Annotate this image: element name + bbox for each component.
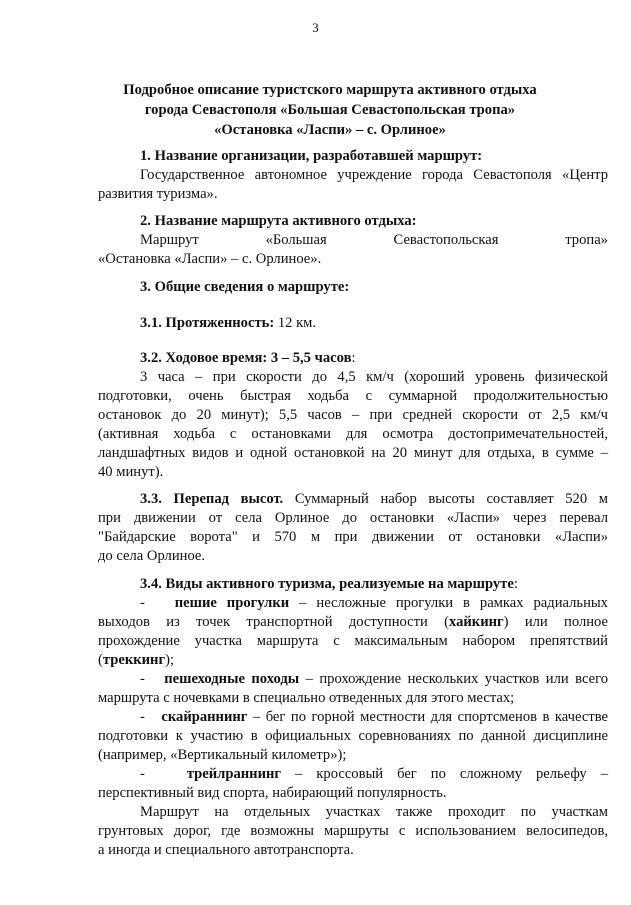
item-3-line-2: подготовки к участию в официальных соревнованиях по данной дисциплине (98, 728, 608, 744)
term-trailrunning: трейлраннинг (186, 766, 282, 782)
title-line-2: города Севастополя «Большая Севастопольская тропа» (144, 102, 516, 118)
section-3-heading: 3. Общие сведения о маршруте: (140, 279, 350, 295)
term-hiking: хайкинг (449, 614, 504, 630)
route-word-4: тропа» (565, 232, 608, 248)
section-2-heading: 2. Название маршрута активного отдыха: (140, 213, 417, 229)
item-1-line-4a: ( (98, 652, 103, 668)
section-3-4 (98, 575, 608, 860)
elevation-label: 3.3. Перепад высот. (140, 491, 284, 507)
section-3-2 (98, 349, 608, 482)
walking-line-3: остановок до 20 минут); 5,5 часов – при средней скорости от 2,5 км/ч (98, 407, 608, 423)
list-item-skyrunning (98, 708, 608, 727)
walking-line-4: (активная ходьба с остановками для осмотра достопримечательностей, (98, 426, 608, 442)
route-word-2: «Большая (265, 232, 327, 248)
item-1-line-3: прохождение участка маршрута с максимальным набором препятствий (98, 633, 608, 649)
walking-line-1: 3 часа – при скорости до 4,5 км/ч (хороший уровень физической (140, 369, 608, 385)
item-1-line-1: – несложные прогулки в рамках радиальных (289, 595, 608, 611)
walking-line-2: подготовки, очень быстрая ходьба с суммарной продолжительностью (98, 388, 608, 404)
page-number: 3 (312, 20, 319, 35)
list-dash: - (140, 671, 145, 687)
elevation-line-4: до села Орлиное. (98, 548, 206, 564)
item-2-line-1: – прохождение нескольких участков или всего (299, 671, 608, 687)
closing-line-1: Маршрут на отдельных участках также проходит по участкам (140, 804, 608, 820)
section-1-line-1: Государственное автономное учреждение города Севастополя «Центр (140, 167, 608, 183)
elevation-line-3: "Байдарские ворота" и 570 м при движении от остановки «Ласпи» (98, 529, 608, 545)
list-dash: - (140, 709, 145, 725)
list-item-hiking (98, 594, 608, 613)
walking-line-5: ландшафтных видов и одной остановкой на 20 минут для отдыха, в сумме – (98, 445, 608, 461)
item-1-line-2 (98, 613, 608, 632)
item-1-line-2c: ) или полное (503, 614, 608, 630)
list-item-trailrunning (98, 765, 608, 784)
item-1-line-2a: выходов из точек транспортной доступности ( (98, 614, 449, 630)
route-word-1: Маршрут (140, 232, 199, 248)
section-3-3 (98, 490, 608, 566)
item-4-line-2: перспективный вид спорта, набирающий популярность. (98, 785, 447, 801)
item-3-line-1: – бег по горной местности для спортсменов в качестве (247, 709, 608, 725)
term-hikes: пешеходные походы (164, 671, 300, 687)
item-1-line-4c: ); (165, 652, 174, 668)
length-label: 3.1. Протяженность: (140, 315, 275, 331)
title-line-1: Подробное описание туристского маршрута активного отдыха (123, 82, 537, 98)
item-4-line-1: – кроссовый бег по сложному рельефу – (281, 766, 609, 782)
document-title (60, 80, 600, 140)
section-1 (98, 147, 608, 204)
term-walks: пешие прогулки (174, 595, 290, 611)
elevation-line-1: Суммарный набор высоты составляет 520 м (283, 491, 608, 507)
section-3 (98, 278, 608, 297)
tourism-types-label: 3.4. Виды активного туризма, реализуемые на маршруте (140, 576, 514, 592)
walking-time-colon: : (351, 350, 356, 366)
section-1-heading: 1. Название организации, разработавшей маршрут: (140, 148, 483, 164)
item-3-line-3: (например, «Вертикальный километр»); (98, 747, 347, 763)
closing-line-3: а иногда и специального автотранспорта. (98, 842, 354, 858)
list-item-hikes (98, 670, 608, 689)
term-trekking: треккинг (102, 652, 166, 668)
section-2-line-2: «Остановка «Ласпи» – с. Орлиное». (98, 251, 322, 267)
item-1-line-4 (98, 651, 608, 670)
list-dash: - (140, 595, 145, 611)
walking-time-label: 3.2. Ходовое время: 3 – 5,5 часов (140, 350, 352, 366)
term-skyrunning: скайраннинг (161, 709, 248, 725)
elevation-line-2: при движении от села Орлиное до остановки «Ласпи» через перевал (98, 510, 608, 526)
tourism-types-colon: : (513, 576, 518, 592)
item-2-line-2: маршрута с ночевками в специально отведенных для этого местах; (98, 690, 515, 706)
title-line-3: «Остановка «Ласпи» – с. Орлиное» (214, 122, 446, 138)
section-3-1 (98, 314, 608, 333)
closing-line-2: грунтовых дорог, где возможны маршруты с использованием велосипедов, (98, 823, 608, 839)
list-dash: - (140, 766, 145, 782)
walking-line-6: 40 минут). (98, 464, 164, 480)
length-value: 12 км. (274, 315, 317, 331)
section-2-line-1 (98, 231, 608, 250)
section-2 (98, 212, 608, 269)
route-word-3: Севастопольская (393, 232, 499, 248)
section-1-line-2: развития туризма». (98, 186, 218, 202)
